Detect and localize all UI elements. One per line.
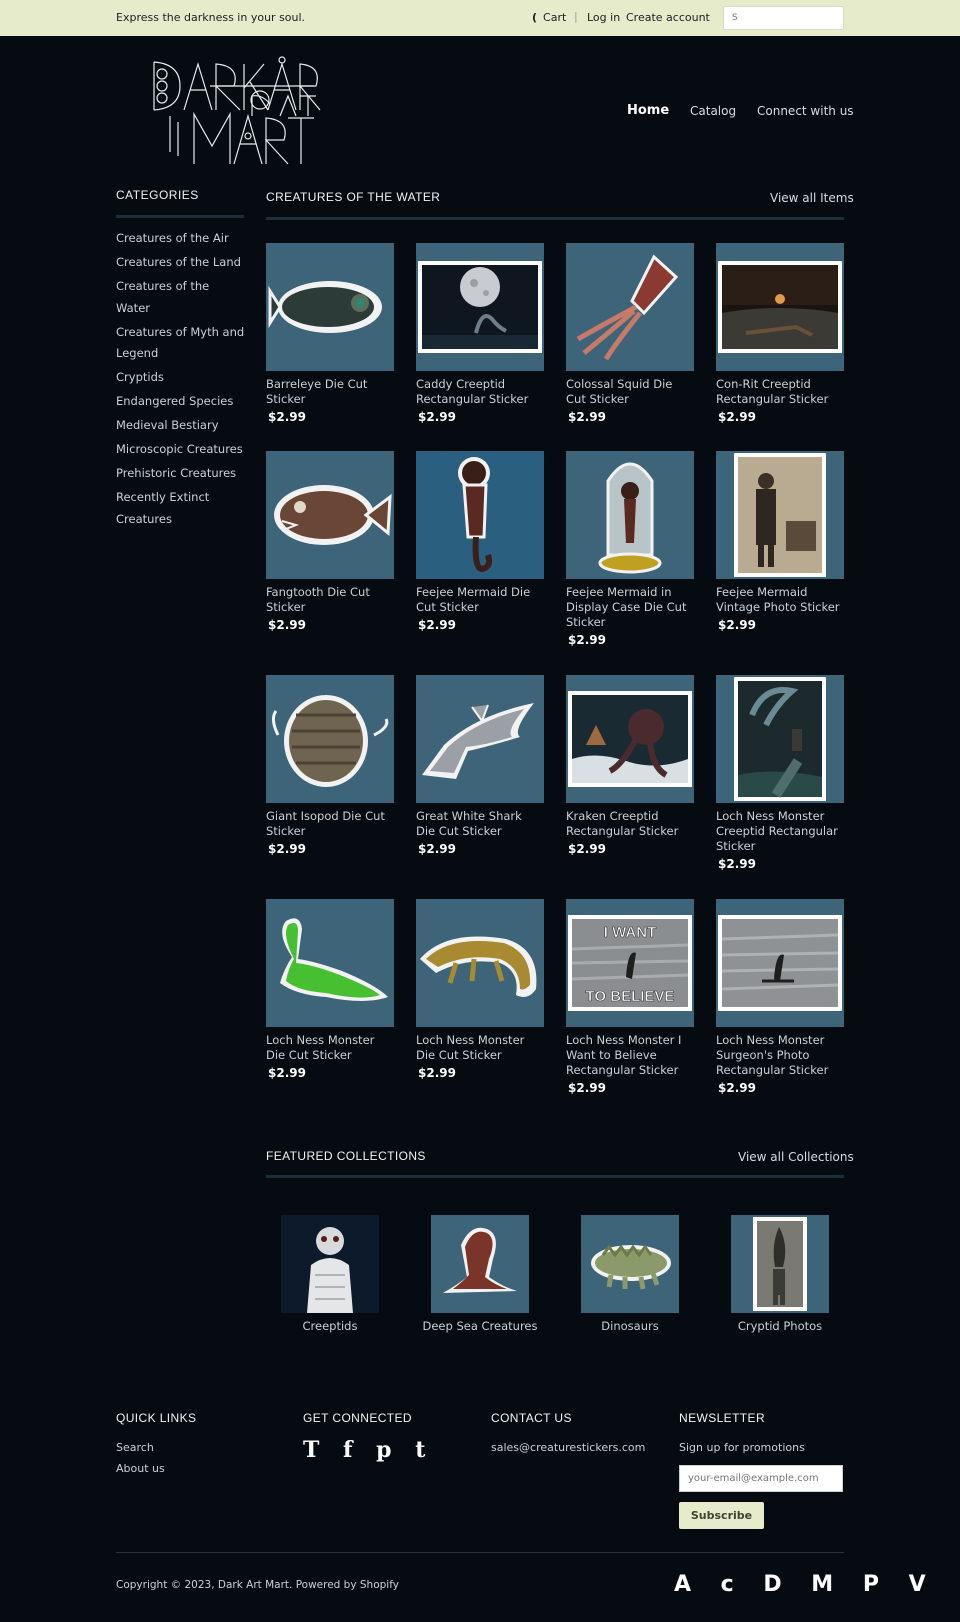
product-price: $2.99 xyxy=(568,410,606,424)
copyright-text: Copyright © 2023, Dark Art Mart. Powered by Shopify xyxy=(116,1579,399,1591)
category-link[interactable]: Creatures of Myth and Legend xyxy=(116,324,245,360)
categories-list xyxy=(116,228,246,533)
newsletter-email-input[interactable] xyxy=(679,1465,843,1492)
nav-home[interactable]: Home xyxy=(627,103,670,118)
product-price: $2.99 xyxy=(268,618,306,632)
product-card[interactable] xyxy=(566,243,694,424)
product-name[interactable]: Loch Ness Monster Die Cut Sticker xyxy=(266,1033,375,1062)
product-price: $2.99 xyxy=(718,857,756,871)
category-link[interactable]: Cryptids xyxy=(116,370,164,384)
category-link[interactable]: Prehistoric Creatures xyxy=(116,466,237,480)
product-name[interactable]: Colossal Squid Die Cut Sticker xyxy=(566,377,673,406)
product-card[interactable] xyxy=(566,899,694,1095)
collection-image[interactable] xyxy=(431,1215,529,1313)
product-card[interactable] xyxy=(416,451,544,632)
product-card[interactable] xyxy=(716,451,844,632)
top-bar xyxy=(0,0,960,36)
product-image[interactable] xyxy=(266,899,394,1027)
product-price: $2.99 xyxy=(568,1081,606,1095)
search-input[interactable] xyxy=(723,6,844,30)
payment-icons: A c D M P V xyxy=(674,1572,937,1597)
product-card[interactable] xyxy=(266,899,394,1080)
product-price: $2.99 xyxy=(418,618,456,632)
product-card[interactable] xyxy=(416,675,544,856)
product-name[interactable]: Fangtooth Die Cut Sticker xyxy=(266,585,370,614)
product-image[interactable] xyxy=(416,899,544,1027)
collection-title: CREATURES OF THE WATER xyxy=(266,190,441,204)
category-link[interactable]: Creatures of the Air xyxy=(116,231,229,245)
nav-catalog[interactable]: Catalog xyxy=(690,104,737,118)
collection-card[interactable] xyxy=(416,1215,544,1334)
create-account-link[interactable]: Create account xyxy=(626,11,710,24)
categories-divider xyxy=(116,215,244,218)
collection-card[interactable] xyxy=(566,1215,694,1334)
product-name[interactable]: Loch Ness Monster Die Cut Sticker xyxy=(416,1033,525,1062)
featured-divider xyxy=(266,1175,844,1178)
cart-icon: ( xyxy=(532,11,538,24)
product-price: $2.99 xyxy=(718,618,756,632)
product-card[interactable] xyxy=(266,675,394,856)
collection-divider xyxy=(266,217,844,220)
newsletter-title: NEWSLETTER xyxy=(679,1411,766,1425)
view-all-collections-link[interactable]: View all Collections xyxy=(738,1150,854,1164)
product-card[interactable] xyxy=(716,243,844,424)
view-all-items-link[interactable]: View all Items xyxy=(770,191,854,205)
footer-search-link[interactable]: Search xyxy=(116,1441,154,1454)
product-image[interactable] xyxy=(566,243,694,371)
category-link[interactable]: Microscopic Creatures xyxy=(116,442,243,456)
product-image[interactable] xyxy=(266,451,394,579)
product-card[interactable] xyxy=(416,899,544,1080)
cart-label: Cart xyxy=(543,11,567,24)
product-name[interactable]: Feejee Mermaid Die Cut Sticker xyxy=(416,585,531,614)
product-price: $2.99 xyxy=(718,410,756,424)
collection-image[interactable] xyxy=(731,1215,829,1313)
collection-card[interactable] xyxy=(716,1215,844,1334)
image-caption-top: I WANT xyxy=(603,924,657,941)
contact-title: CONTACT US xyxy=(491,1411,572,1425)
featured-title: FEATURED COLLECTIONS xyxy=(266,1149,426,1163)
contact-email-link[interactable]: sales@creaturestickers.com xyxy=(491,1441,646,1454)
product-card[interactable] xyxy=(416,243,544,424)
footer-divider xyxy=(116,1552,844,1553)
collection-name[interactable]: Dinosaurs xyxy=(601,1319,659,1333)
product-price: $2.99 xyxy=(268,1066,306,1080)
product-card[interactable] xyxy=(566,675,694,856)
product-image[interactable] xyxy=(266,675,394,803)
product-name[interactable]: Feejee Mermaid Vintage Photo Sticker xyxy=(716,585,840,614)
get-connected-title: GET CONNECTED xyxy=(303,1411,412,1425)
product-image[interactable] xyxy=(566,899,694,1027)
product-card[interactable] xyxy=(266,243,394,424)
product-image[interactable] xyxy=(416,451,544,579)
category-link[interactable]: Medieval Bestiary xyxy=(116,418,219,432)
product-image[interactable] xyxy=(566,451,694,579)
product-price: $2.99 xyxy=(418,842,456,856)
login-link[interactable]: Log in xyxy=(587,11,621,24)
product-price: $2.99 xyxy=(268,410,306,424)
image-caption-bottom: TO BELIEVE xyxy=(585,988,675,1005)
product-image[interactable] xyxy=(566,675,694,803)
product-card[interactable] xyxy=(716,899,844,1095)
product-image[interactable] xyxy=(716,243,844,371)
product-image[interactable] xyxy=(416,243,544,371)
product-image[interactable] xyxy=(716,675,844,803)
product-name[interactable]: Loch Ness Monster I Want to Believe Rectangular Sticker xyxy=(566,1033,682,1077)
product-image[interactable] xyxy=(716,899,844,1027)
product-image[interactable] xyxy=(416,675,544,803)
product-name[interactable]: Giant Isopod Die Cut Sticker xyxy=(266,809,385,838)
product-price: $2.99 xyxy=(268,842,306,856)
subscribe-button[interactable]: Subscribe xyxy=(679,1502,764,1529)
nav-connect[interactable]: Connect with us xyxy=(757,104,854,118)
footer-about-link[interactable]: About us xyxy=(116,1462,165,1475)
categories-title: CATEGORIES xyxy=(116,188,199,202)
product-name[interactable]: Kraken Creeptid Rectangular Sticker xyxy=(566,809,679,838)
category-link[interactable]: Endangered Species xyxy=(116,394,234,408)
product-name[interactable]: Barreleye Die Cut Sticker xyxy=(266,377,368,406)
product-name[interactable]: Great White Shark Die Cut Sticker xyxy=(416,809,522,838)
product-price: $2.99 xyxy=(568,842,606,856)
collection-image[interactable] xyxy=(281,1215,379,1313)
collection-name[interactable]: Deep Sea Creatures xyxy=(422,1319,538,1333)
social-icons[interactable]: T f p t xyxy=(303,1437,434,1463)
product-image[interactable] xyxy=(716,451,844,579)
category-link[interactable]: Creatures of the Water xyxy=(116,279,210,315)
product-price: $2.99 xyxy=(418,1066,456,1080)
product-price: $2.99 xyxy=(418,410,456,424)
tagline: Express the darkness in your soul. xyxy=(116,11,306,24)
collection-card[interactable] xyxy=(266,1215,394,1334)
product-card[interactable] xyxy=(566,451,694,647)
product-name[interactable]: Feejee Mermaid in Display Case Die Cut Sticker xyxy=(566,585,687,629)
divider: | xyxy=(574,10,578,23)
product-price: $2.99 xyxy=(718,1081,756,1095)
product-price: $2.99 xyxy=(568,633,606,647)
category-link[interactable]: Creatures of the Land xyxy=(116,255,241,269)
product-card[interactable] xyxy=(266,451,394,632)
product-name[interactable]: Loch Ness Monster Creeptid Rectangular Sticker xyxy=(716,809,838,853)
quick-links-title: QUICK LINKS xyxy=(116,1411,197,1425)
store-logo[interactable] xyxy=(150,56,322,168)
cart-link[interactable] xyxy=(532,11,566,24)
product-image[interactable] xyxy=(266,243,394,371)
product-name[interactable]: Loch Ness Monster Surgeon's Photo Rectangular Sticker xyxy=(716,1033,829,1077)
collection-image[interactable] xyxy=(581,1215,679,1313)
product-name[interactable]: Con-Rit Creeptid Rectangular Sticker xyxy=(716,377,829,406)
newsletter-text: Sign up for promotions xyxy=(679,1441,805,1454)
product-name[interactable]: Caddy Creeptid Rectangular Sticker xyxy=(416,377,529,406)
collection-name[interactable]: Cryptid Photos xyxy=(737,1319,823,1333)
collection-name[interactable]: Creeptids xyxy=(302,1319,358,1333)
category-link[interactable]: Recently Extinct Creatures xyxy=(116,490,210,526)
product-card[interactable] xyxy=(716,675,844,871)
